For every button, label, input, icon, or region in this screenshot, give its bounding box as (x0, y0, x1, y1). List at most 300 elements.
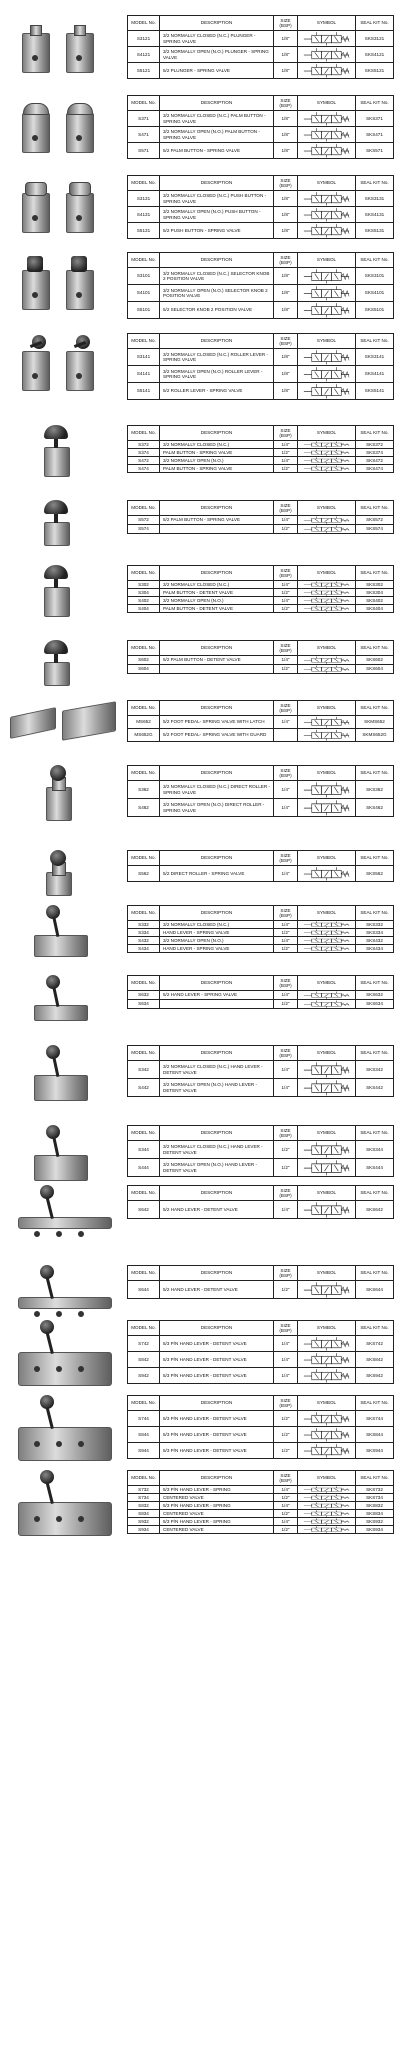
model-number: S4101 (128, 285, 160, 302)
table-header-row (128, 701, 394, 716)
valve-body (66, 33, 94, 73)
header-size: SIZE (BSP) (274, 641, 298, 656)
model-number: S842 (128, 1352, 160, 1368)
header-seal-kit: SEAL KIT No. (356, 1126, 394, 1141)
seal-kit-number: SKS374 (356, 449, 394, 457)
valve-symbol-icon (298, 1336, 356, 1352)
seal-kit-number: SKS3131 (356, 191, 394, 207)
table-row (128, 525, 394, 534)
port-size: 1/2" (274, 1141, 298, 1159)
description: 3/2 NORMALLY CLOSED (N.C.) PUSH BUTTON - SPRING VALVE (160, 191, 274, 207)
valve-body (34, 1075, 88, 1101)
table-row (128, 63, 394, 79)
selector-knob (27, 256, 43, 272)
port (78, 1441, 84, 1447)
header-model: MODEL No. (128, 334, 160, 349)
valve-body (22, 193, 50, 233)
description: 3/2 NORMALLY OPEN (N.O.) PALM BUTTON - SPRING VALVE (160, 127, 274, 143)
seal-kit-number: SKS362 (356, 781, 394, 799)
valve-symbol-icon (298, 781, 356, 799)
port-size: 1/4" (274, 716, 298, 729)
description: 3/2 NORMALLY OPEN (N.O.) PLUNGER - SPRING VALVE (160, 47, 274, 63)
table-row (128, 729, 394, 742)
product-section (0, 700, 400, 740)
header-symbol: SYMBOL (298, 566, 356, 581)
port-size: 1/8" (274, 127, 298, 143)
table-row (128, 1079, 394, 1097)
valve-symbol-icon (298, 1494, 356, 1502)
seal-kit-number: SKS462 (356, 799, 394, 817)
model-number: S444 (128, 1159, 160, 1177)
header-model: MODEL No. (128, 641, 160, 656)
valve-body (34, 935, 88, 957)
header-description: DESCRIPTION (160, 501, 274, 516)
seal-kit-number: SKS372 (356, 441, 394, 449)
model-number: S344 (128, 1141, 160, 1159)
valve-symbol-icon (298, 1518, 356, 1526)
valve-body (44, 522, 70, 546)
header-symbol: SYMBOL (298, 176, 356, 191)
model-number: S304 (128, 589, 160, 597)
valve-symbol-icon (298, 207, 356, 223)
seal-kit-number: SKS442 (356, 1079, 394, 1097)
product-section (0, 1265, 400, 1297)
description: 5/2 SELECTOR KNOB 2 POSITION VALVE (160, 302, 274, 319)
model-number: S4121 (128, 47, 160, 63)
port-size (274, 729, 298, 742)
header-model: MODEL No. (128, 1046, 160, 1061)
seal-kit-number: SKMS652 (356, 716, 394, 729)
model-number: S604 (128, 665, 160, 674)
header-model: MODEL No. (128, 1126, 160, 1141)
port-size: 1/8" (274, 207, 298, 223)
valve-symbol-icon (298, 1141, 356, 1159)
header-seal-kit: SEAL KIT No. (356, 1046, 394, 1061)
port-size: 1/4" (274, 597, 298, 605)
valve-photo (4, 700, 122, 740)
seal-kit-number: SKS3121 (356, 31, 394, 47)
description: 5/2 PUSH BUTTON - SPRING VALVE (160, 223, 274, 239)
seal-kit-number: SKS434 (356, 945, 394, 953)
description: 5/2 PALM BUTTON - SPRING VALVE (160, 143, 274, 159)
model-number: S602 (128, 656, 160, 665)
seal-kit-number: SKS5131 (356, 223, 394, 239)
header-size: SIZE (BSP) (274, 96, 298, 111)
header-description: DESCRIPTION (160, 976, 274, 991)
header-seal-kit: SEAL KIT No. (356, 334, 394, 349)
valve-symbol-icon (298, 457, 356, 465)
valve-symbol-icon (298, 366, 356, 383)
header-size: SIZE (BSP) (274, 1266, 298, 1281)
table-header-row (128, 1266, 394, 1281)
model-number: S734 (128, 1494, 160, 1502)
port-size: 1/2" (274, 1443, 298, 1459)
product-section (0, 1125, 400, 1175)
palm-button (44, 640, 68, 654)
table-row (128, 1336, 394, 1352)
table-row (128, 31, 394, 47)
model-number: S3141 (128, 349, 160, 366)
model-number: S5131 (128, 223, 160, 239)
port-size: 1/8" (274, 349, 298, 366)
header-symbol: SYMBOL (298, 96, 356, 111)
port-size: 1/8" (274, 63, 298, 79)
table-row (128, 1518, 394, 1526)
header-description: DESCRIPTION (160, 176, 274, 191)
model-number: S934 (128, 1526, 160, 1534)
valve-photo (4, 1395, 122, 1457)
header-seal-kit: SEAL KIT No. (356, 253, 394, 268)
valve-photo (4, 333, 122, 398)
valve-photo (4, 850, 122, 890)
header-seal-kit: SEAL KIT No. (356, 16, 394, 31)
seal-kit-number: SKS402 (356, 597, 394, 605)
product-section (0, 425, 400, 471)
valve-symbol-icon (298, 441, 356, 449)
valve-photo (4, 640, 122, 680)
roller-wheel (50, 850, 66, 866)
header-symbol: SYMBOL (298, 501, 356, 516)
port-size: 1/2" (274, 1159, 298, 1177)
valve-symbol-icon (298, 945, 356, 953)
port-size: 1/8" (274, 383, 298, 400)
header-symbol: SYMBOL (298, 766, 356, 781)
port (32, 135, 38, 141)
description: 3/2 NORMALLY CLOSED (N.C.) ROLLER LEVER - SPRING VALVE (160, 349, 274, 366)
port-size: 1/2" (274, 525, 298, 534)
header-model: MODEL No. (128, 766, 160, 781)
valve-symbol-icon (298, 465, 356, 473)
valve-symbol-icon (298, 929, 356, 937)
valve-symbol-icon (298, 866, 356, 882)
valve-symbol-icon (298, 1427, 356, 1443)
model-number: S574 (128, 525, 160, 534)
seal-kit-number: SKS342 (356, 1061, 394, 1079)
valve-symbol-icon (298, 268, 356, 285)
table-header-row (128, 766, 394, 781)
spec-table (127, 1185, 394, 1219)
spec-table (127, 1265, 394, 1299)
valve-symbol-icon (298, 47, 356, 63)
header-size: SIZE (BSP) (274, 176, 298, 191)
model-number: S634 (128, 1000, 160, 1009)
port (56, 1441, 62, 1447)
description: 3/2 NORMALLY OPEN (N.O.) DIRECT ROLLER - SPRING VALVE (160, 799, 274, 817)
seal-kit-number: SKS304 (356, 589, 394, 597)
table-row (128, 449, 394, 457)
header-symbol: SYMBOL (298, 976, 356, 991)
valve-symbol-icon (298, 991, 356, 1000)
push-button (69, 182, 91, 196)
model-number: S3121 (128, 31, 160, 47)
valve-photo (4, 1125, 122, 1175)
description: 3/2 NORMALLY CLOSED (N.C.) (160, 921, 274, 929)
seal-kit-number: SKS834 (356, 1510, 394, 1518)
description: PALM BUTTON - SPRING VALVE (160, 449, 274, 457)
valve-body (66, 270, 94, 310)
description: 5/2 PLUNGER - SPRING VALVE (160, 63, 274, 79)
model-number: S632 (128, 991, 160, 1000)
table-row (128, 589, 394, 597)
header-description: DESCRIPTION (160, 566, 274, 581)
valve-symbol-icon (298, 285, 356, 302)
description: CENTERED VALVE (160, 1494, 274, 1502)
description: PALM BUTTON - DETENT VALVE (160, 605, 274, 613)
spec-table (127, 1045, 394, 1097)
valve-photo (4, 975, 122, 1015)
seal-kit-number: SKS344 (356, 1141, 394, 1159)
description: 5/3 P/N HAND LEVER - DETENT VALVE (160, 1411, 274, 1427)
port-size: 1/8" (274, 31, 298, 47)
description: 3/2 NORMALLY OPEN (N.O.) HAND LEVER - DETENT VALVE (160, 1159, 274, 1177)
header-seal-kit: SEAL KIT No. (356, 1186, 394, 1201)
selector-knob (71, 256, 87, 272)
palm-button (44, 565, 68, 579)
port (76, 373, 82, 379)
table-row (128, 1526, 394, 1534)
port-size: 1/2" (274, 929, 298, 937)
seal-kit-number: SKS634 (356, 1000, 394, 1009)
table-header-row (128, 96, 394, 111)
header-seal-kit: SEAL KIT No. (356, 766, 394, 781)
table-row (128, 921, 394, 929)
port-size: 1/2" (274, 1411, 298, 1427)
port-size: 1/4" (274, 1079, 298, 1097)
header-size: SIZE (BSP) (274, 566, 298, 581)
header-seal-kit: SEAL KIT No. (356, 1396, 394, 1411)
table-row (128, 465, 394, 473)
port-size: 1/2" (274, 945, 298, 953)
header-size: SIZE (BSP) (274, 253, 298, 268)
model-number: S5141 (128, 383, 160, 400)
seal-kit-number: SKS832 (356, 1502, 394, 1510)
model-number: S342 (128, 1061, 160, 1079)
description: 3/2 NORMALLY OPEN (N.O.) PUSH BUTTON - SPRING VALVE (160, 207, 274, 223)
seal-kit-number: SKMS652G (356, 729, 394, 742)
description: 3/2 NORMALLY CLOSED (N.C.) PLUNGER - SPRING VALVE (160, 31, 274, 47)
header-model: MODEL No. (128, 176, 160, 191)
product-section (0, 905, 400, 951)
table-row (128, 1201, 394, 1219)
valve-photo (4, 95, 122, 157)
valve-body (34, 1005, 88, 1021)
valve-body (66, 193, 94, 233)
description: 5/3 P/N HAND LEVER - SPRING (160, 1502, 274, 1510)
valve-photo (4, 765, 122, 815)
header-description: DESCRIPTION (160, 426, 274, 441)
seal-kit-number: SKS842 (356, 1352, 394, 1368)
header-symbol: SYMBOL (298, 1186, 356, 1201)
header-size: SIZE (BSP) (274, 426, 298, 441)
model-number: S462 (128, 799, 160, 817)
seal-kit-number: SKS734 (356, 1494, 394, 1502)
valve-body (18, 1352, 112, 1386)
header-model: MODEL No. (128, 501, 160, 516)
description: 5/3 P/N HAND LEVER - SPRING (160, 1486, 274, 1494)
table-row (128, 1411, 394, 1427)
seal-kit-number: SKS742 (356, 1336, 394, 1352)
header-size: SIZE (BSP) (274, 976, 298, 991)
lever-knob (40, 1265, 54, 1279)
model-number: S832 (128, 1502, 160, 1510)
port-size: 1/4" (274, 1486, 298, 1494)
spec-table (127, 850, 394, 882)
model-number: S732 (128, 1486, 160, 1494)
header-size: SIZE (BSP) (274, 16, 298, 31)
valve-symbol-icon (298, 111, 356, 127)
foot-pedal (10, 707, 56, 739)
port (56, 1366, 62, 1372)
port (32, 55, 38, 61)
palm-button (44, 425, 68, 439)
table-row (128, 457, 394, 465)
header-description: DESCRIPTION (160, 906, 274, 921)
model-number: S834 (128, 1510, 160, 1518)
table-row (128, 937, 394, 945)
port-size: 1/4" (274, 799, 298, 817)
spec-table (127, 500, 394, 534)
product-section (0, 640, 400, 672)
model-number: S432 (128, 937, 160, 945)
table-row (128, 991, 394, 1000)
table-header-row (128, 176, 394, 191)
valve-photo (4, 15, 122, 77)
port-size: 1/2" (274, 1281, 298, 1299)
seal-kit-number: SKS844 (356, 1427, 394, 1443)
header-description: DESCRIPTION (160, 1046, 274, 1061)
valve-symbol-icon (298, 127, 356, 143)
seal-kit-number: SKS334 (356, 929, 394, 937)
model-number: S844 (128, 1427, 160, 1443)
valve-symbol-icon (298, 383, 356, 400)
spec-table (127, 175, 394, 239)
port-size: 1/2" (274, 1510, 298, 1518)
seal-kit-number: SKS571 (356, 143, 394, 159)
seal-kit-number: SKS642 (356, 1201, 394, 1219)
table-header-row (128, 1126, 394, 1141)
port-size: 1/8" (274, 285, 298, 302)
table-row (128, 605, 394, 613)
model-number: S742 (128, 1336, 160, 1352)
plunger-cap (30, 25, 42, 36)
port (32, 292, 38, 298)
table-header-row (128, 566, 394, 581)
valve-photo (4, 1320, 122, 1382)
model-number: S334 (128, 929, 160, 937)
valve-symbol-icon (298, 605, 356, 613)
model-number: S402 (128, 597, 160, 605)
port (76, 292, 82, 298)
valve-body (44, 447, 70, 477)
header-seal-kit: SEAL KIT No. (356, 851, 394, 866)
description: 3/2 NORMALLY CLOSED (N.C.) (160, 441, 274, 449)
table-row (128, 781, 394, 799)
port-size: 1/2" (274, 1526, 298, 1534)
description: 5/2 HAND LEVER - DETENT VALVE (160, 1281, 274, 1299)
header-description: DESCRIPTION (160, 96, 274, 111)
seal-kit-number: SKS934 (356, 1526, 394, 1534)
table-row (128, 1494, 394, 1502)
header-description: DESCRIPTION (160, 1396, 274, 1411)
seal-kit-number: SKS5141 (356, 383, 394, 400)
spec-table (127, 1470, 394, 1534)
port-size: 1/4" (274, 581, 298, 589)
header-seal-kit: SEAL KIT No. (356, 1471, 394, 1486)
header-seal-kit: SEAL KIT No. (356, 906, 394, 921)
product-section (0, 1470, 400, 1532)
header-symbol: SYMBOL (298, 1126, 356, 1141)
table-row (128, 929, 394, 937)
valve-symbol-icon (298, 799, 356, 817)
spec-table (127, 425, 394, 473)
valve-body (22, 33, 50, 73)
description: 3/2 NORMALLY CLOSED (N.C.) HAND LEVER - DETENT VALVE (160, 1061, 274, 1079)
valve-photo (4, 1265, 122, 1305)
table-header-row (128, 16, 394, 31)
header-seal-kit: SEAL KIT No. (356, 1266, 394, 1281)
table-row (128, 47, 394, 63)
lever-knob (40, 1470, 54, 1484)
port (56, 1231, 62, 1237)
header-size: SIZE (BSP) (274, 1126, 298, 1141)
seal-kit-number: SKS932 (356, 1518, 394, 1526)
table-header-row (128, 501, 394, 516)
model-number: S332 (128, 921, 160, 929)
description: 5/2 HAND LEVER - DETENT VALVE (160, 1201, 274, 1219)
table-row (128, 111, 394, 127)
roller-wheel (50, 765, 66, 781)
port (32, 373, 38, 379)
product-section (0, 1045, 400, 1095)
seal-kit-number: SKS644 (356, 1281, 394, 1299)
palm-button (23, 103, 49, 115)
product-section (0, 175, 400, 237)
port-size: 1/8" (274, 47, 298, 63)
lever-knob (46, 1125, 60, 1139)
port-size: 1/4" (274, 1368, 298, 1384)
description: HAND LEVER - SPRING VALVE (160, 945, 274, 953)
seal-kit-number: SKS604 (356, 665, 394, 674)
description: 5/2 FOOT PEDAL- SPRING VALVE WITH GUARD (160, 729, 274, 742)
header-seal-kit: SEAL KIT No. (356, 641, 394, 656)
port-size: 1/4" (274, 1352, 298, 1368)
push-button (25, 182, 47, 196)
port-size: 1/2" (274, 665, 298, 674)
valve-symbol-icon (298, 656, 356, 665)
table-row (128, 656, 394, 665)
port-size: 1/4" (274, 991, 298, 1000)
table-row (128, 349, 394, 366)
valve-photo (4, 565, 122, 611)
header-description: DESCRIPTION (160, 641, 274, 656)
valve-photo (4, 252, 122, 317)
model-number: MS652 (128, 716, 160, 729)
model-number: S374 (128, 449, 160, 457)
table-row (128, 1502, 394, 1510)
table-row (128, 127, 394, 143)
model-number: S571 (128, 143, 160, 159)
port-size: 1/4" (274, 441, 298, 449)
port-size: 1/4" (274, 921, 298, 929)
valve-body (22, 270, 50, 310)
table-header-row (128, 851, 394, 866)
model-number: S474 (128, 465, 160, 473)
header-model: MODEL No. (128, 253, 160, 268)
table-header-row (128, 976, 394, 991)
valve-symbol-icon (298, 1443, 356, 1459)
valve-symbol-icon (298, 302, 356, 319)
header-model: MODEL No. (128, 96, 160, 111)
